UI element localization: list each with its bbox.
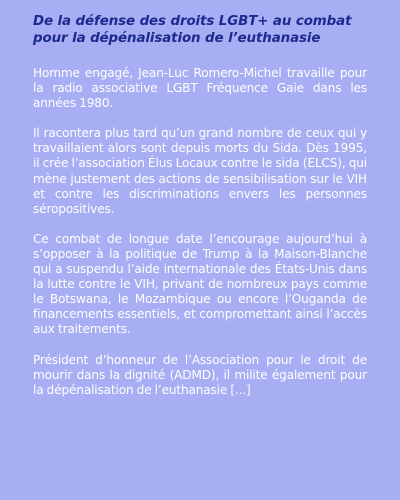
- paragraph-2: Il racontera plus tard qu’un grand nombre de ceux qui y travaillaient alors sont depuis morts du Sida. Dès 1995, il crée l’association Élus Locaux contre le sida (ELCS), qui mène justement des actions de sensibilisation sur le VIH et contre les discriminations envers les personnes séropositives.: [33, 126, 367, 216]
- paragraph-3: Ce combat de longue date l’encourage aujourd’hui à s’opposer à la politique de Trump à la Maison-Blanche qui a suspendu l’aide internationale des États-Unis dans la lutte contre le VIH, privant de nombreux pays comme le Botswana, le Mozambique ou encore l’Ouganda de financements essentiels, et compromettant ainsi l’accès aux traitements.: [33, 231, 367, 337]
- paragraph-4: Président d’honneur de l’Association pour le droit de mourir dans la dignité (ADMD), il milite également pour la dépénalisation de l’euthanasie [...]: [33, 352, 367, 397]
- document-title: De la défense des droits LGBT+ au combat pour la dépénalisation de l’euthanasie: [33, 14, 352, 46]
- paragraph-1: Homme engagé, Jean-Luc Romero-Michel travaille pour la radio associative LGBT Fréquence Gaie dans les années 1980.: [33, 66, 367, 111]
